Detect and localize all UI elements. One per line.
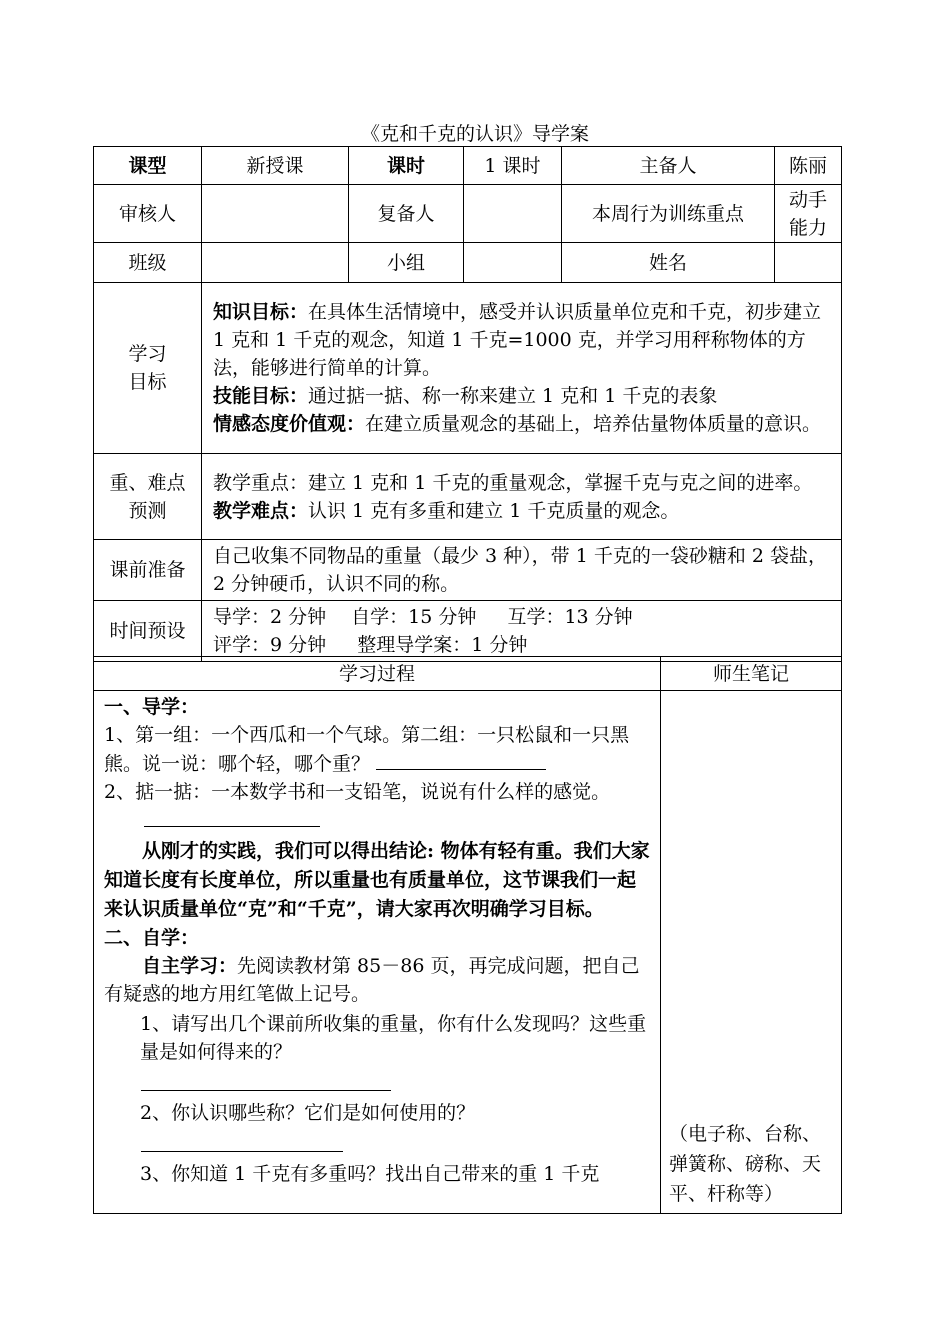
weekly-focus-value [775, 185, 842, 243]
self-study-intro [104, 952, 652, 1008]
weekly-focus-value-line2: 能力 [788, 216, 827, 239]
knowledge-objective [213, 298, 833, 382]
question-1: 1、请写出几个课前所收集的重量，你有什么发现吗？这些重量是如何得来的？ [140, 1013, 647, 1063]
weekly-focus-label: 本周行为训练重点 [562, 185, 775, 243]
time-label: 时间预设 [94, 601, 202, 662]
question-3: 3、你知道 1 千克有多重吗？找出自己带来的重 1 千克 [140, 1163, 600, 1185]
teaching-focus: 教学重点：建立 1 克和 1 千克的重量观念，掌握千克与克之间的进率。 [213, 471, 813, 494]
emotion-text: 在建立质量观念的基础上，培养估量物体质量的意识。 [365, 413, 822, 435]
key-points-content [202, 454, 842, 540]
lesson-type-value: 新授课 [202, 147, 349, 185]
process-header: 学习过程 [94, 657, 661, 691]
notes-header: 师生笔记 [661, 657, 842, 691]
name-label: 姓名 [562, 243, 775, 283]
answer-blank-4[interactable] [141, 1151, 343, 1152]
preparation-label: 课前准备 [94, 540, 202, 601]
reviewer-value [202, 185, 349, 243]
time-line1: 导学：2 分钟 自学：15 分钟 互学：13 分钟 [213, 606, 633, 628]
reviewer-label: 审核人 [94, 185, 202, 243]
key-points-label-line1: 重、难点 [109, 471, 186, 494]
knowledge-text: 在具体生活情境中，感受并认识质量单位克和千克，初步建立 1 克和 1 千克的观念，知道 1 千克=1000 克，并学习用秤称物体的方法，能够进行简单的计算。 [213, 301, 822, 379]
periods-value: 1 课时 [464, 147, 562, 185]
self-study-label: 自主学习： [142, 955, 238, 977]
lesson-type-label: 课型 [94, 147, 202, 185]
scale-types-note: （电子称、台称、弹簧称、磅称、天平、杆称等） [669, 1123, 822, 1205]
answer-blank-2[interactable] [144, 826, 320, 827]
question-2: 2、你认识哪些称？它们是如何使用的？ [140, 1102, 476, 1124]
weekly-focus-value-line1: 动手 [788, 188, 827, 211]
section-guide-heading: 一、导学： [104, 696, 200, 718]
skill-objective [213, 382, 833, 410]
emotion-objective [213, 410, 833, 438]
periods-label: 课时 [349, 147, 464, 185]
teaching-difficulty [213, 497, 833, 525]
key-points-label-line2: 预测 [128, 499, 167, 522]
preparation-text: 自己收集不同物品的重量（最少 3 种），带 1 千克的一袋砂糖和 2 袋盐，2 分钟硬币，认识不同的称。 [202, 540, 842, 601]
preparer-value: 陈丽 [775, 147, 842, 185]
name-value [775, 243, 842, 283]
self-study-text: 先阅读教材第 85－86 页，再完成问题，把自己有疑惑的地方用红笔做上记号。 [104, 955, 640, 1005]
preparer-label: 主备人 [562, 147, 775, 185]
knowledge-label: 知识目标： [213, 301, 309, 323]
objectives-label [94, 283, 202, 454]
objectives-label-line2: 目标 [128, 371, 167, 393]
key-points-label [94, 454, 202, 540]
difficulty-label: 教学难点： [213, 499, 309, 522]
emotion-label: 情感态度价值观： [213, 413, 366, 435]
conclusion-text: 从刚才的实践，我们可以得出结论: 物体有轻有重。我们大家知道长度有长度单位，所以重量也有质量单位，这节课我们一起来认识质量单位“克”和“千克”，请大家再次明确学习目标。 [104, 840, 650, 920]
page-title: 《克和千克的认识》导学案 [360, 123, 589, 145]
co-preparer-label: 复备人 [349, 185, 464, 243]
guide-item-1: 1、第一组：一个西瓜和一个气球。第二组：一只松鼠和一只黑熊。说一说：哪个轻，哪个重？ [104, 724, 630, 775]
process-table [93, 656, 842, 1214]
section-self-study-heading: 二、自学： [104, 927, 200, 949]
group-label: 小组 [349, 243, 464, 283]
class-value [202, 243, 349, 283]
guide-item-2: 2、掂一掂：一本数学书和一支铅笔，说说有什么样的感觉。 [104, 781, 611, 803]
answer-blank-1[interactable] [376, 749, 546, 770]
class-label: 班级 [94, 243, 202, 283]
skill-text: 通过掂一掂、称一称来建立 1 克和 1 千克的表象 [308, 385, 718, 407]
co-preparer-value [464, 185, 562, 243]
difficulty-text: 认识 1 克有多重和建立 1 千克质量的观念。 [308, 499, 680, 522]
skill-label: 技能目标： [213, 385, 309, 407]
objectives-label-line1: 学习 [128, 343, 167, 365]
answer-blank-3[interactable] [141, 1090, 391, 1091]
group-value [464, 243, 562, 283]
info-table [93, 146, 842, 662]
process-content [94, 691, 661, 1214]
objectives-content [202, 283, 842, 454]
time-content [202, 601, 842, 662]
notes-column [661, 691, 842, 1214]
time-line2: 评学：9 分钟 整理导学案：1 分钟 [213, 634, 528, 656]
